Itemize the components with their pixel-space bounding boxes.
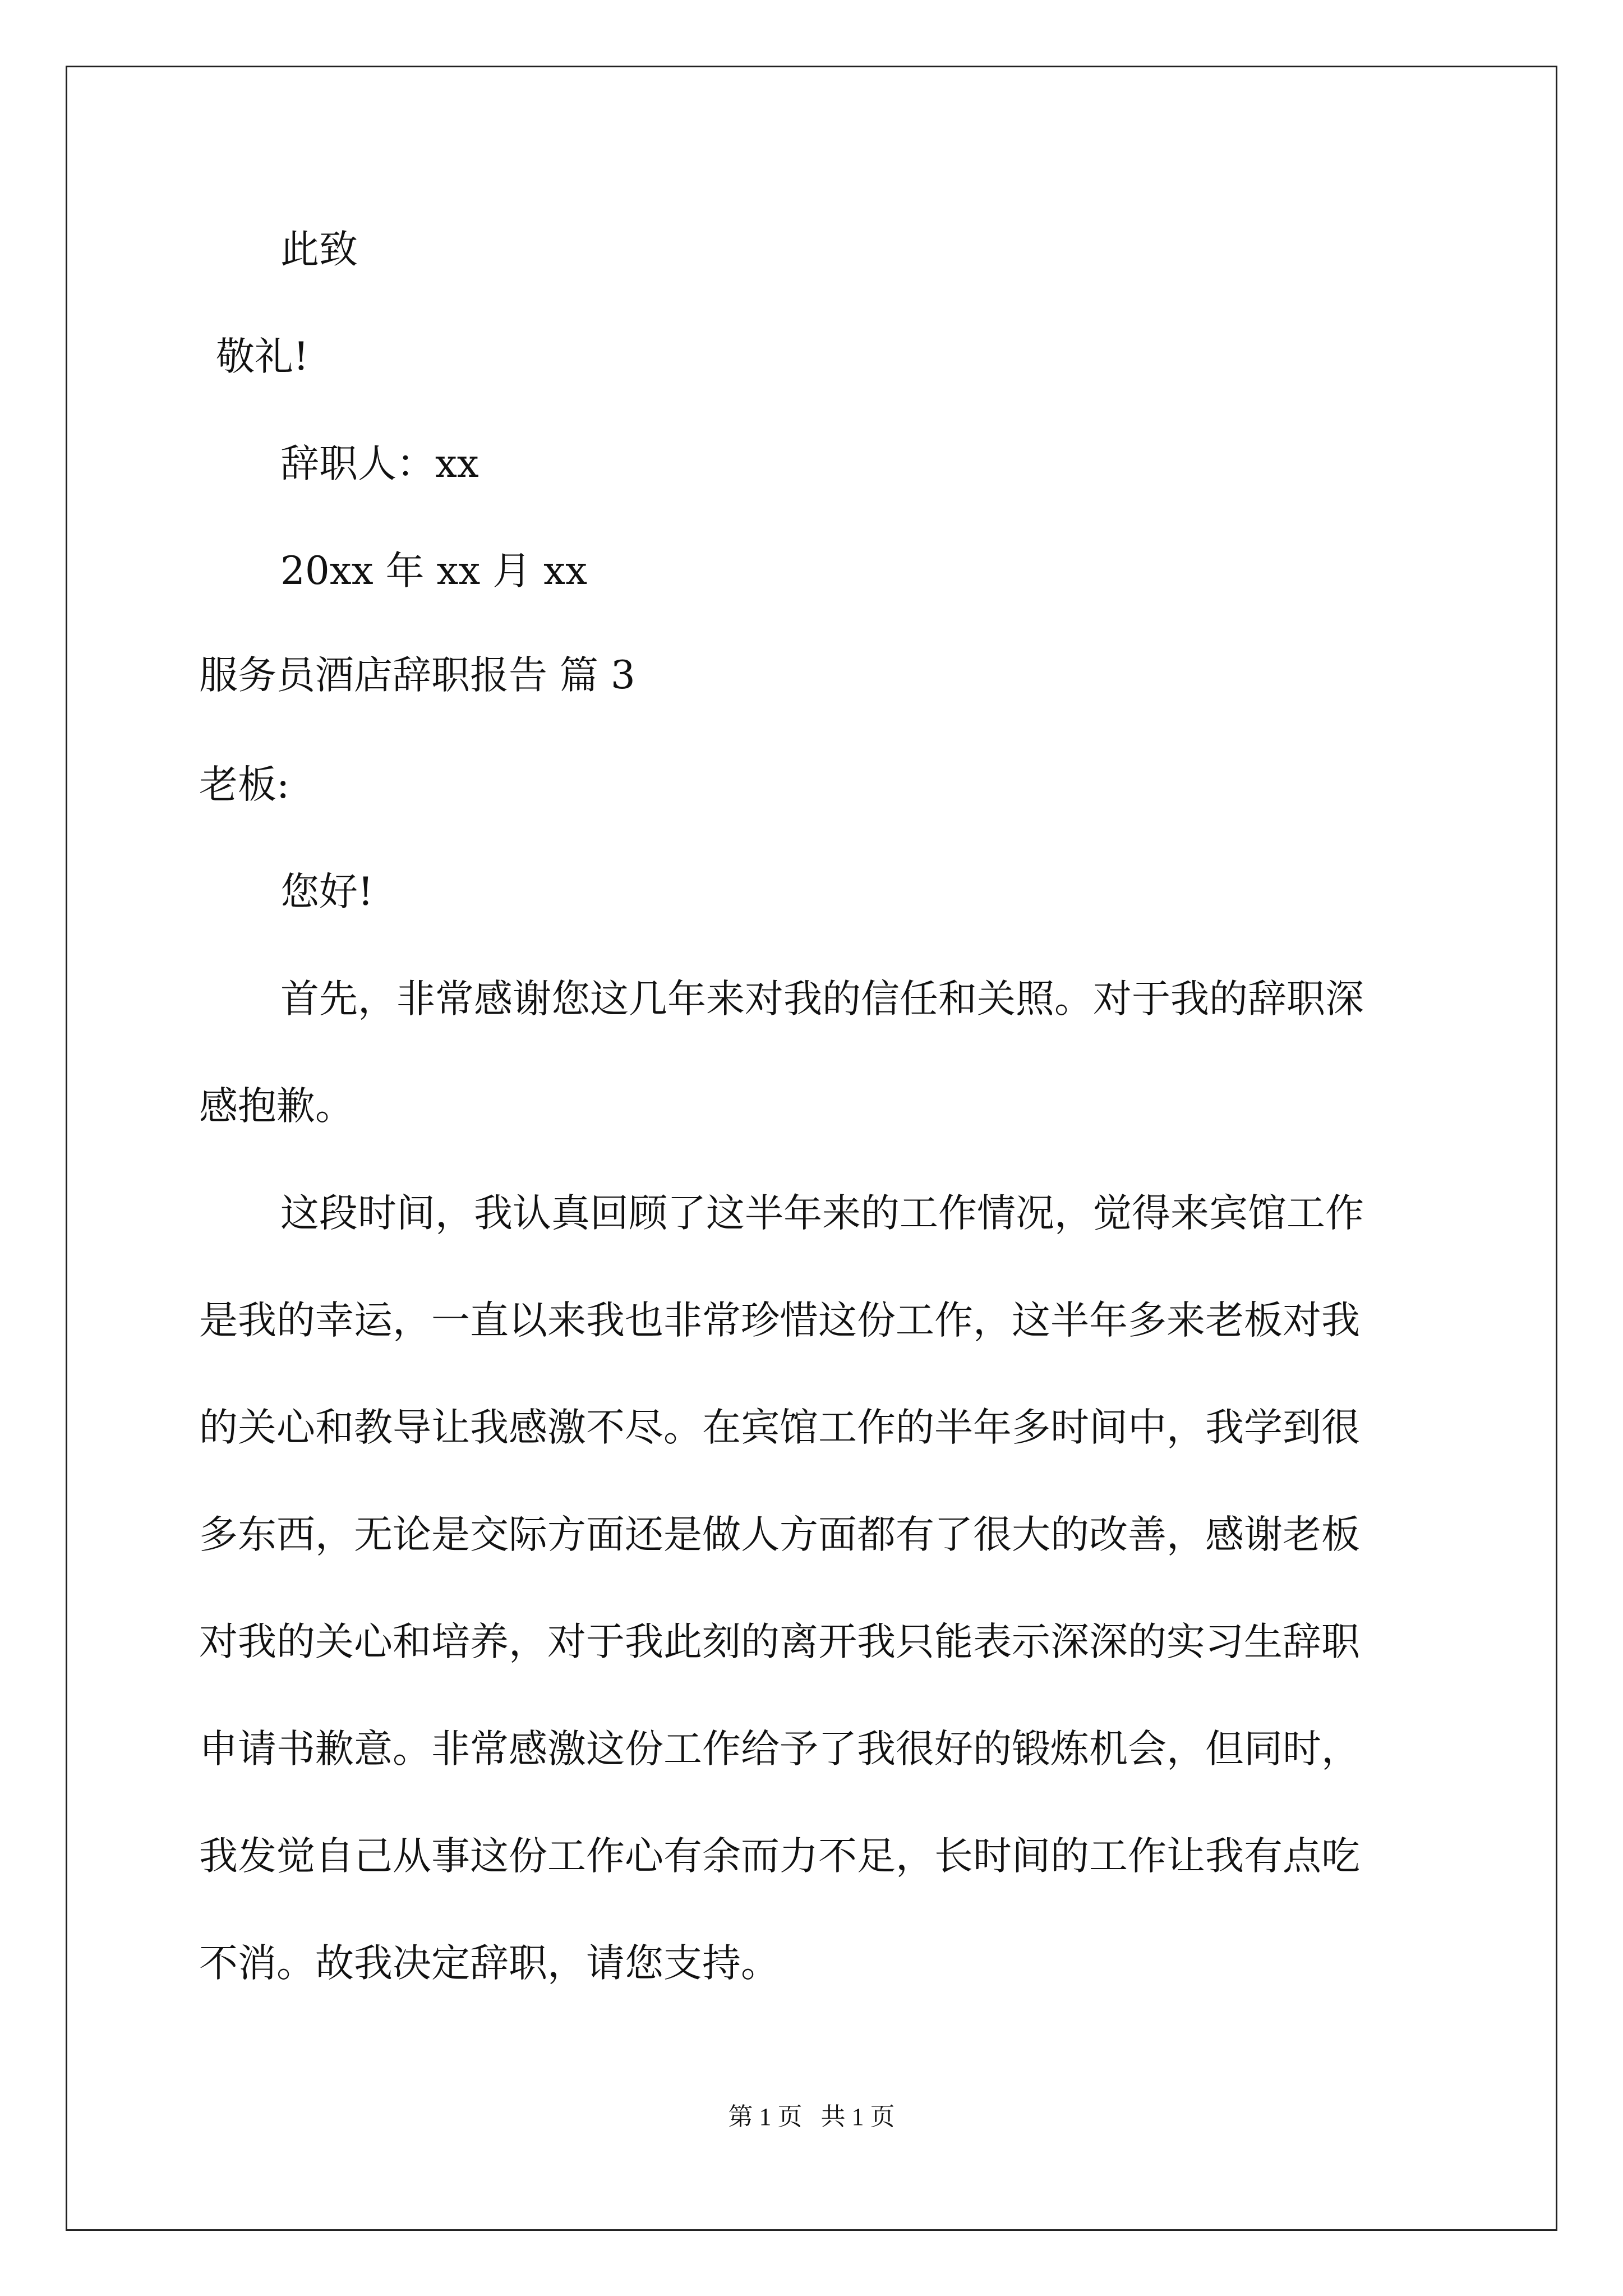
paragraph-line: 感抱歉。 [199, 1084, 354, 1129]
recipient-line: 老板: [199, 762, 290, 807]
paragraph-line: 首先，非常感谢您这几年来对我的信任和关照。对于我的辞职深 [280, 977, 1364, 1022]
paragraph-line: 我发觉自己从事这份工作心有余而力不足，长时间的工作让我有点吃 [199, 1834, 1360, 1879]
paragraph-line: 不消。故我决定辞职，请您支持。 [199, 1941, 780, 1986]
page-footer: 第 1 页 共 1 页 [728, 2103, 895, 2131]
paragraph-line: 申请书歉意。非常感激这份工作给予了我很好的锻炼机会，但同时， [199, 1727, 1360, 1772]
closing-salutation: 此致 [280, 227, 358, 272]
paragraph-line: 多东西，无论是交际方面还是做人方面都有了很大的改善，感谢老板 [199, 1512, 1360, 1557]
paragraph-line: 这段时间，我认真回顾了这半年来的工作情况，觉得来宾馆工作 [280, 1191, 1364, 1236]
paragraph-line: 是我的幸运，一直以来我也非常珍惜这份工作，这半年多来老板对我 [199, 1298, 1360, 1343]
page-border [66, 66, 1557, 2231]
signer-line: 辞职人：xx [280, 441, 479, 486]
date-line: 20xx 年 xx 月 xx [280, 549, 588, 593]
section-title: 服务员酒店辞职报告 篇 3 [199, 653, 635, 698]
paragraph-line: 对我的关心和培养，对于我此刻的离开我只能表示深深的实习生辞职 [199, 1619, 1360, 1664]
closing-regards: 敬礼! [216, 334, 309, 379]
greeting-line: 您好! [280, 869, 374, 914]
paragraph-line: 的关心和教导让我感激不尽。在宾馆工作的半年多时间中，我学到很 [199, 1405, 1360, 1450]
